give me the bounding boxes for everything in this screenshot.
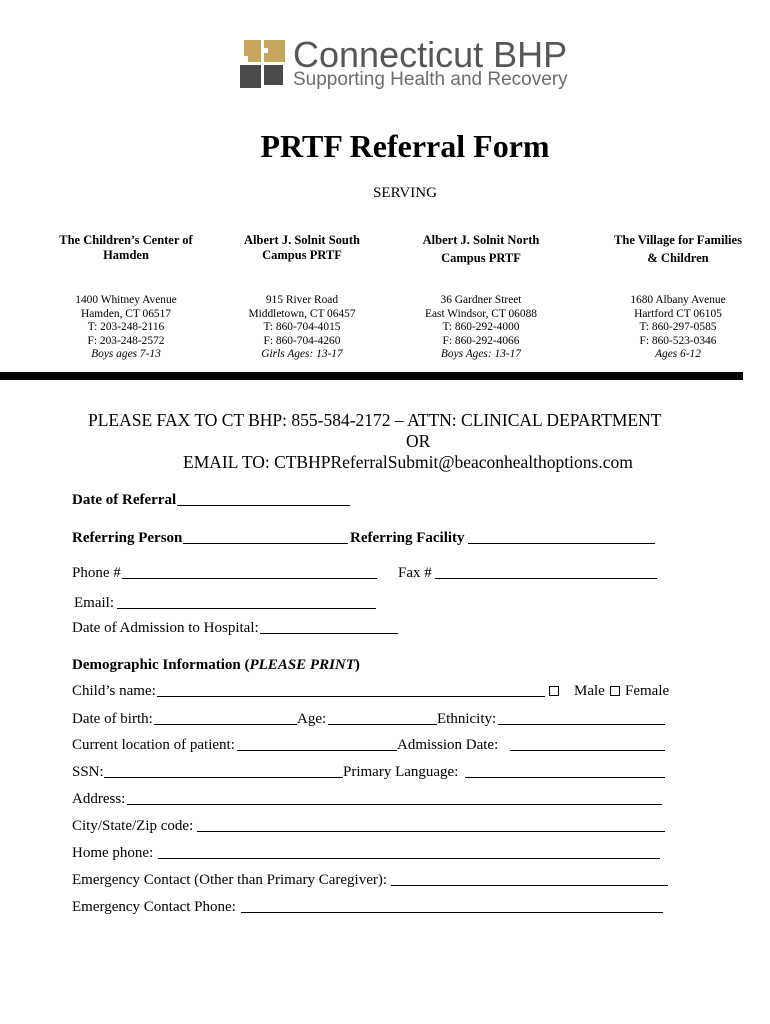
age-field[interactable] bbox=[328, 724, 437, 725]
logo-tile-top-left bbox=[244, 40, 261, 62]
date-of-birth-label: Date of birth: bbox=[72, 711, 153, 727]
phone-label: Phone # bbox=[72, 565, 121, 581]
logo-icon bbox=[239, 39, 287, 89]
facility-ages: Girls Ages: 13-17 bbox=[261, 348, 343, 360]
ssn-label: SSN: bbox=[72, 764, 104, 780]
date-of-referral-field[interactable] bbox=[177, 505, 350, 506]
emergency-contact-phone-field[interactable] bbox=[241, 912, 663, 913]
emergency-contact-phone-label: Emergency Contact Phone: bbox=[72, 899, 236, 915]
facility-name-line: The Children’s Center of bbox=[59, 232, 193, 247]
section-divider bbox=[0, 372, 743, 380]
referring-person-field[interactable] bbox=[183, 543, 348, 544]
or-separator: OR bbox=[406, 431, 431, 451]
date-of-admission-row bbox=[0, 618, 770, 638]
facility-column bbox=[593, 230, 763, 364]
referring-person-label: Referring Person bbox=[72, 530, 183, 546]
logo-name: Connecticut BHP bbox=[293, 34, 568, 75]
home-phone-label: Home phone: bbox=[72, 845, 154, 861]
facility-name-line: Campus PRTF bbox=[262, 247, 342, 262]
date-of-admission-label: Date of Admission to Hospital: bbox=[72, 620, 259, 636]
facility-name bbox=[593, 231, 763, 267]
emergency-contact-field[interactable] bbox=[391, 885, 668, 886]
location-admission-row bbox=[0, 735, 770, 755]
female-checkbox[interactable] bbox=[610, 686, 620, 696]
facility-column bbox=[41, 230, 211, 364]
facility-name-line: & Children bbox=[647, 251, 709, 265]
age-label: Age: bbox=[297, 711, 327, 727]
demographic-heading-text: Demographic Information ( bbox=[72, 657, 250, 673]
fax-instruction: PLEASE FAX TO CT BHP: 855-584-2172 – ATTN: CLINICAL DEPARTMENT bbox=[88, 410, 662, 430]
date-of-birth-field[interactable] bbox=[154, 724, 297, 725]
facility-street: 915 River Road bbox=[265, 294, 339, 306]
home-phone-row bbox=[0, 843, 770, 863]
facility-city: Hamden, CT 06517 bbox=[81, 307, 171, 320]
facility-name bbox=[217, 233, 387, 263]
facility-column bbox=[217, 230, 387, 364]
facility-street: 1400 Whitney Avenue bbox=[75, 294, 177, 306]
city-state-zip-field[interactable] bbox=[197, 831, 665, 832]
demographic-heading bbox=[72, 655, 360, 675]
referring-row bbox=[0, 528, 770, 548]
facility-name-line: Hamden bbox=[103, 247, 149, 262]
facility-name-line: Albert J. Solnit South bbox=[244, 232, 360, 247]
facility-ages: Boys Ages: 13-17 bbox=[440, 348, 522, 360]
primary-language-field[interactable] bbox=[465, 777, 665, 778]
ethnicity-label: Ethnicity: bbox=[437, 711, 497, 727]
facility-fax: F: 860-292-4066 bbox=[442, 334, 520, 347]
facility-name-line: The Village for Families bbox=[614, 233, 742, 247]
logo-tagline: Supporting Health and Recovery bbox=[293, 69, 568, 90]
facility-ages: Boys ages 7-13 bbox=[91, 348, 161, 360]
date-of-referral-label: Date of Referral bbox=[72, 492, 177, 508]
admission-date-label: Admission Date: bbox=[397, 737, 499, 753]
facility-fax: F: 203-248-2572 bbox=[87, 334, 165, 347]
facility-phone: T: 860-297-0585 bbox=[639, 321, 717, 333]
facility-name bbox=[41, 233, 211, 263]
email-field[interactable] bbox=[117, 608, 376, 609]
facility-street: 36 Gardner Street bbox=[440, 294, 522, 306]
facility-name bbox=[396, 231, 566, 267]
ssn-field[interactable] bbox=[104, 777, 343, 778]
demographic-heading-row bbox=[0, 655, 770, 675]
serving-label: SERVING bbox=[373, 185, 437, 201]
facility-address bbox=[396, 294, 566, 362]
male-label: Male bbox=[574, 683, 605, 699]
email-row bbox=[0, 593, 770, 613]
address-field[interactable] bbox=[127, 804, 662, 805]
facility-street: 1680 Albany Avenue bbox=[630, 294, 726, 306]
birth-age-ethnicity-row bbox=[0, 709, 770, 729]
logo-tile-top-right bbox=[264, 40, 285, 62]
page-title: PRTF Referral Form bbox=[260, 128, 550, 164]
female-label: Female bbox=[625, 683, 670, 699]
current-location-label: Current location of patient: bbox=[72, 737, 235, 753]
date-of-referral-row bbox=[0, 490, 770, 510]
facility-fax: F: 860-704-4260 bbox=[263, 334, 341, 347]
male-checkbox[interactable] bbox=[549, 686, 559, 696]
facility-phone: T: 860-292-4000 bbox=[442, 321, 520, 333]
date-of-admission-field[interactable] bbox=[260, 633, 398, 634]
demographic-heading-close: ) bbox=[354, 657, 360, 673]
phone-field[interactable] bbox=[122, 578, 377, 579]
primary-language-label: Primary Language: bbox=[343, 764, 459, 780]
facility-name-line: Albert J. Solnit North bbox=[422, 233, 540, 247]
child-name-field[interactable] bbox=[157, 696, 545, 697]
facility-phone: T: 860-704-4015 bbox=[263, 321, 341, 333]
address-row bbox=[0, 789, 770, 809]
facility-city: East Windsor, CT 06088 bbox=[425, 307, 537, 320]
emergency-contact-row bbox=[0, 870, 770, 890]
facility-address bbox=[217, 294, 387, 362]
facility-address bbox=[593, 294, 763, 362]
logo-tile-bottom-right bbox=[264, 65, 283, 85]
child-name-row bbox=[0, 681, 770, 701]
facility-address bbox=[41, 294, 211, 362]
phone-fax-row bbox=[0, 563, 770, 583]
address-label: Address: bbox=[72, 791, 126, 807]
admission-date-field[interactable] bbox=[510, 750, 665, 751]
fax-label: Fax # bbox=[398, 565, 432, 581]
facility-city: Hartford CT 06105 bbox=[634, 307, 722, 320]
emergency-contact-phone-row bbox=[0, 897, 770, 917]
child-name-label: Child’s name: bbox=[72, 683, 156, 699]
current-location-field[interactable] bbox=[237, 750, 397, 751]
city-state-zip-row bbox=[0, 816, 770, 836]
referring-facility-label: Referring Facility bbox=[350, 530, 465, 546]
emergency-contact-label: Emergency Contact (Other than Primary Caregiver): bbox=[72, 872, 388, 888]
facility-ages: Ages 6-12 bbox=[655, 348, 701, 360]
facility-fax: F: 860-523-0346 bbox=[639, 334, 717, 347]
facility-name-line: Campus PRTF bbox=[441, 251, 521, 265]
ssn-language-row bbox=[0, 762, 770, 782]
city-state-zip-label: City/State/Zip code: bbox=[72, 818, 194, 834]
referring-facility-field[interactable] bbox=[468, 543, 655, 544]
email-instruction: EMAIL TO: CTBHPReferralSubmit@beaconhealthoptions.com bbox=[183, 452, 633, 472]
please-print-note: PLEASE PRINT bbox=[249, 657, 355, 673]
email-label: Email: bbox=[74, 595, 114, 611]
facility-city: Middletown, CT 06457 bbox=[248, 307, 356, 320]
facility-phone: T: 203-248-2116 bbox=[87, 321, 165, 333]
home-phone-field[interactable] bbox=[158, 858, 660, 859]
ethnicity-field[interactable] bbox=[498, 724, 665, 725]
logo-tile-bottom-left bbox=[240, 65, 261, 88]
facility-column bbox=[396, 230, 566, 364]
fax-field[interactable] bbox=[435, 578, 657, 579]
